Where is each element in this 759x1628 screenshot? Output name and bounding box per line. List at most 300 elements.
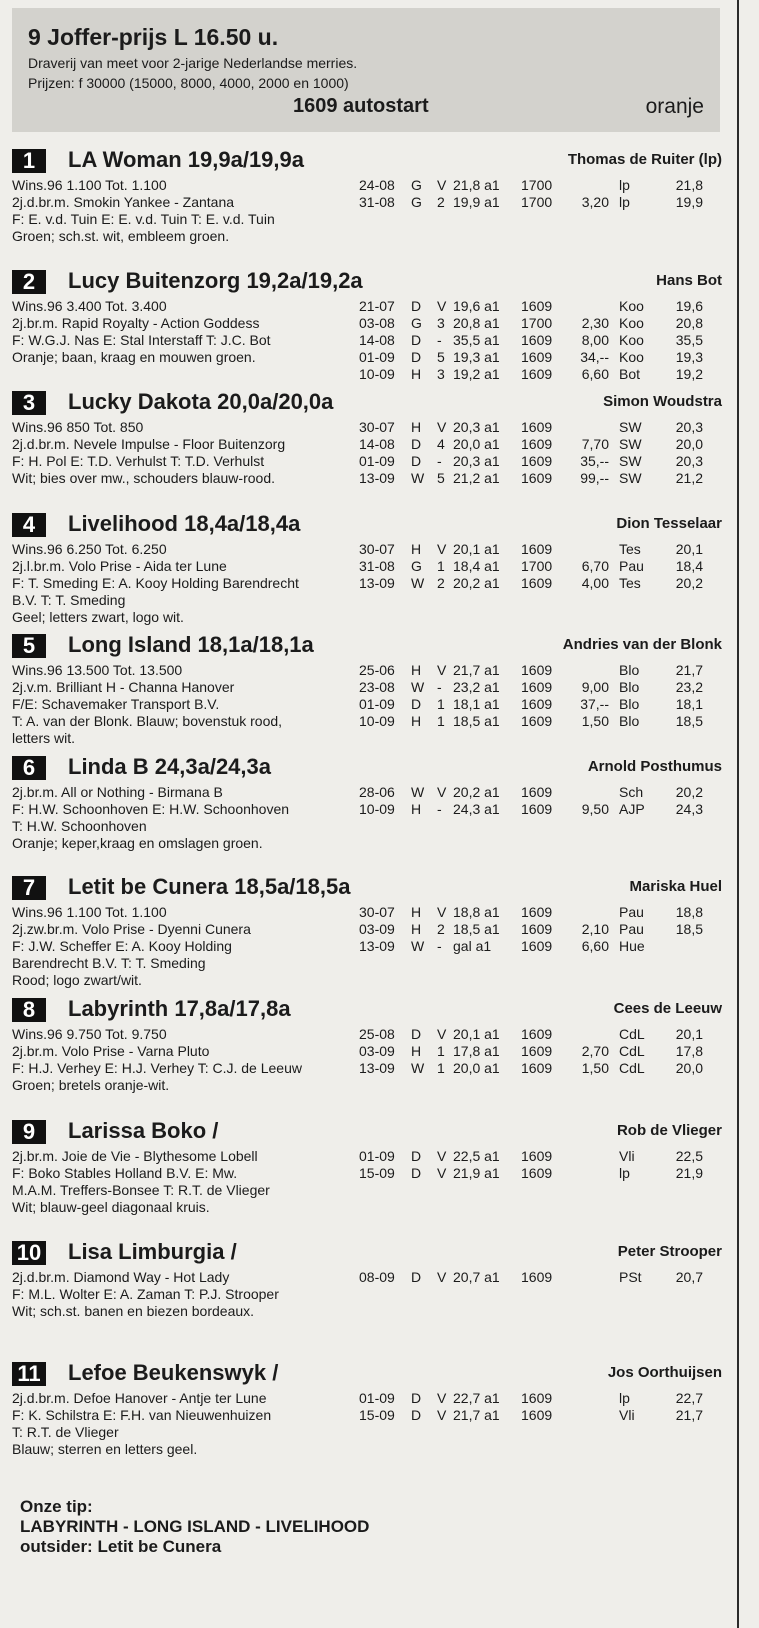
form-row <box>359 1148 719 1165</box>
form-row <box>359 419 719 436</box>
form-place: 2 <box>437 575 445 591</box>
race-prizes: Prijzen: f 30000 (15000, 8000, 4000, 2000 en 1000) <box>28 75 349 91</box>
form-drv: Koo <box>619 349 644 365</box>
form-time: 22,5 a1 <box>453 1148 500 1164</box>
form-place: 1 <box>437 696 445 712</box>
form-row <box>359 679 719 696</box>
detail-line: Groen; sch.st. wit, embleem groen. <box>12 228 230 244</box>
form-date: 30-07 <box>359 419 395 435</box>
entry-number: 1 <box>12 149 46 173</box>
detail-line: F: T. Smeding E: A. Kooy Holding Barendrecht <box>12 575 299 591</box>
form-drv: lp <box>619 194 630 210</box>
form-rec: 20,3 <box>675 453 703 469</box>
form-date: 13-09 <box>359 938 395 954</box>
detail-line: M.A.M. Treffers-Bonsee T: R.T. de Vlieger <box>12 1182 270 1198</box>
form-track: H <box>411 541 422 557</box>
form-rec: 22,5 <box>675 1148 703 1164</box>
form-row <box>359 470 719 487</box>
form-date: 21-07 <box>359 298 395 314</box>
form-time: 20,2 a1 <box>453 575 500 591</box>
entry-number: 7 <box>12 876 46 900</box>
form-date: 14-08 <box>359 332 395 348</box>
detail-line: Geel; letters zwart, logo wit. <box>12 609 184 625</box>
horse-name: Livelihood 18,4a/18,4a <box>68 511 301 536</box>
detail-line: Wit; sch.st. banen en biezen bordeaux. <box>12 1303 255 1319</box>
driver-name: Thomas de Ruiter (lp) <box>567 151 722 168</box>
form-row <box>359 1165 719 1182</box>
race-color: oranje <box>645 95 704 118</box>
form-row <box>359 177 719 194</box>
form-time: 19,9 a1 <box>453 194 500 210</box>
horse-name: Lefoe Beukenswyk / <box>68 1360 279 1385</box>
form-time: 21,7 a1 <box>453 1407 500 1423</box>
form-time: 20,1 a1 <box>453 541 500 557</box>
form-place: V <box>437 1165 447 1181</box>
form-row <box>359 1269 719 1286</box>
form-drv: Blo <box>619 662 640 678</box>
form-place: V <box>437 904 447 920</box>
form-place: V <box>437 1026 447 1042</box>
driver-name: Dion Tesselaar <box>616 515 722 532</box>
form-date: 08-09 <box>359 1269 395 1285</box>
form-track: D <box>411 1148 422 1164</box>
detail-line: 2j.zw.br.m. Volo Prise - Dyenni Cunera <box>12 921 251 937</box>
form-table <box>359 1269 719 1286</box>
form-place: V <box>437 541 447 557</box>
horse-details <box>12 784 357 852</box>
form-date: 14-08 <box>359 436 395 452</box>
form-date: 10-09 <box>359 713 395 729</box>
horse-name: Lisa Limburgia / <box>68 1239 237 1264</box>
form-place: 1 <box>437 713 445 729</box>
form-date: 25-06 <box>359 662 395 678</box>
form-dist: 1609 <box>521 453 553 469</box>
form-dist: 1609 <box>521 1060 553 1076</box>
form-rec: 19,2 <box>675 366 703 382</box>
form-drv: Pau <box>619 904 644 920</box>
form-track: D <box>411 436 422 452</box>
column-divider <box>737 0 739 1628</box>
detail-line: 2j.br.m. Volo Prise - Varna Pluto <box>12 1043 210 1059</box>
driver-name: Andries van der Blonk <box>562 636 722 653</box>
form-odds: 7,70 <box>581 436 609 452</box>
form-date: 01-09 <box>359 453 395 469</box>
form-dist: 1609 <box>521 713 553 729</box>
form-date: 13-09 <box>359 470 395 486</box>
detail-line: 2j.br.m. All or Nothing - Birmana B <box>12 784 223 800</box>
horse-name: Labyrinth 17,8a/17,8a <box>68 996 291 1021</box>
form-dist: 1609 <box>521 921 553 937</box>
horse-details <box>12 1148 357 1216</box>
form-odds: 2,70 <box>581 1043 609 1059</box>
form-row <box>359 436 719 453</box>
form-track: W <box>411 784 425 800</box>
form-place: V <box>437 662 447 678</box>
detail-line: F: J.W. Scheffer E: A. Kooy Holding <box>12 938 232 954</box>
entry-number: 9 <box>12 1120 46 1144</box>
horse-details <box>12 177 357 245</box>
form-place: V <box>437 419 447 435</box>
form-time: 18,5 a1 <box>453 921 500 937</box>
detail-line: Wins.96 6.250 Tot. 6.250 <box>12 541 167 557</box>
form-track: H <box>411 662 422 678</box>
form-drv: Koo <box>619 315 644 331</box>
form-drv: Blo <box>619 696 640 712</box>
form-odds: 3,20 <box>581 194 609 210</box>
form-place: 1 <box>437 558 445 574</box>
form-odds: 8,00 <box>581 332 609 348</box>
form-drv: SW <box>619 436 642 452</box>
driver-name: Rob de Vlieger <box>616 1122 722 1139</box>
form-drv: SW <box>619 470 642 486</box>
form-dist: 1609 <box>521 938 553 954</box>
detail-line: F: E. v.d. Tuin E: E. v.d. Tuin T: E. v.d. Tuin <box>12 211 275 227</box>
form-row <box>359 366 719 383</box>
form-dist: 1609 <box>521 1043 553 1059</box>
entry-number: 2 <box>12 270 46 294</box>
form-rec: 20,2 <box>675 575 703 591</box>
form-drv: Pau <box>619 558 644 574</box>
form-date: 03-09 <box>359 921 395 937</box>
horse-name: Larissa Boko / <box>68 1118 219 1143</box>
form-date: 15-09 <box>359 1165 395 1181</box>
form-row <box>359 453 719 470</box>
form-drv: Koo <box>619 332 644 348</box>
detail-line: T: H.W. Schoonhoven <box>12 818 147 834</box>
form-dist: 1609 <box>521 1165 553 1181</box>
detail-line: Wins.96 3.400 Tot. 3.400 <box>12 298 167 314</box>
form-dist: 1700 <box>521 315 553 331</box>
driver-name: Arnold Posthumus <box>587 758 722 775</box>
form-track: D <box>411 696 422 712</box>
form-rec: 19,9 <box>675 194 703 210</box>
form-place: 4 <box>437 436 445 452</box>
form-time: 22,7 a1 <box>453 1390 500 1406</box>
form-row <box>359 1060 719 1077</box>
form-rec: 20,7 <box>675 1269 703 1285</box>
detail-line: Wit; bies over mw., schouders blauw-rood. <box>12 470 275 486</box>
form-track: G <box>411 558 422 574</box>
form-place: - <box>437 938 442 954</box>
form-time: 21,2 a1 <box>453 470 500 486</box>
form-place: 5 <box>437 349 445 365</box>
form-dist: 1609 <box>521 801 553 817</box>
detail-line: 2j.d.br.m. Nevele Impulse - Floor Buitenzorg <box>12 436 286 452</box>
tip-picks: LABYRINTH - LONG ISLAND - LIVELIHOOD <box>20 1517 370 1536</box>
form-drv: Tes <box>619 575 641 591</box>
form-table <box>359 904 719 955</box>
form-place: V <box>437 784 447 800</box>
form-dist: 1609 <box>521 696 553 712</box>
form-date: 13-09 <box>359 1060 395 1076</box>
form-table <box>359 784 719 818</box>
form-drv: CdL <box>619 1026 645 1042</box>
form-table <box>359 1148 719 1182</box>
form-place: 3 <box>437 366 445 382</box>
detail-line: 2j.d.br.m. Smokin Yankee - Zantana <box>12 194 235 210</box>
form-time: 17,8 a1 <box>453 1043 500 1059</box>
form-dist: 1609 <box>521 349 553 365</box>
form-dist: 1609 <box>521 541 553 557</box>
form-row <box>359 332 719 349</box>
form-place: V <box>437 177 447 193</box>
form-odds: 37,-- <box>580 696 609 712</box>
detail-line: F: H.J. Verhey E: H.J. Verhey T: C.J. de Leeuw <box>12 1060 302 1076</box>
form-drv: Vli <box>619 1407 635 1423</box>
driver-name: Cees de Leeuw <box>613 1000 722 1017</box>
form-rec: 17,8 <box>675 1043 703 1059</box>
tip-outsider: outsider: Letit be Cunera <box>20 1537 222 1556</box>
form-date: 15-09 <box>359 1407 395 1423</box>
form-odds: 99,-- <box>580 470 609 486</box>
detail-line: Oranje; keper,kraag en omslagen groen. <box>12 835 263 851</box>
form-date: 24-08 <box>359 177 395 193</box>
form-row <box>359 1043 719 1060</box>
form-dist: 1609 <box>521 436 553 452</box>
form-track: D <box>411 453 422 469</box>
form-rec: 20,3 <box>675 419 703 435</box>
form-drv: CdL <box>619 1043 645 1059</box>
form-place: V <box>437 1269 447 1285</box>
form-time: 19,6 a1 <box>453 298 500 314</box>
form-drv: Vli <box>619 1148 635 1164</box>
form-drv: lp <box>619 1165 630 1181</box>
form-place: 5 <box>437 470 445 486</box>
detail-line: Wins.96 9.750 Tot. 9.750 <box>12 1026 167 1042</box>
form-rec: 20,0 <box>675 1060 703 1076</box>
driver-name: Simon Woudstra <box>603 393 722 410</box>
form-rec: 22,7 <box>675 1390 703 1406</box>
form-dist: 1609 <box>521 904 553 920</box>
detail-line: F: H. Pol E: T.D. Verhulst T: T.D. Verhulst <box>12 453 265 469</box>
form-date: 28-06 <box>359 784 395 800</box>
form-table <box>359 1026 719 1077</box>
horse-name: Long Island 18,1a/18,1a <box>68 632 314 657</box>
detail-line: Wins.96 1.100 Tot. 1.100 <box>12 177 167 193</box>
form-track: H <box>411 801 422 817</box>
form-table <box>359 298 719 383</box>
form-dist: 1609 <box>521 1407 553 1423</box>
form-place: - <box>437 332 442 348</box>
form-table <box>359 1390 719 1424</box>
form-track: W <box>411 938 425 954</box>
detail-line: T: R.T. de Vlieger <box>12 1424 119 1440</box>
form-date: 31-08 <box>359 558 395 574</box>
horse-name: Letit be Cunera 18,5a/18,5a <box>68 874 351 899</box>
form-time: 20,0 a1 <box>453 1060 500 1076</box>
detail-line: 2j.br.m. Rapid Royalty - Action Goddess <box>12 315 260 331</box>
form-track: W <box>411 470 425 486</box>
form-odds: 4,00 <box>581 575 609 591</box>
form-odds: 9,00 <box>581 679 609 695</box>
detail-line: Rood; logo zwart/wit. <box>12 972 142 988</box>
form-table <box>359 177 719 211</box>
detail-line: 2j.l.br.m. Volo Prise - Aida ter Lune <box>12 558 227 574</box>
form-track: D <box>411 349 422 365</box>
form-table <box>359 662 719 730</box>
form-row <box>359 921 719 938</box>
form-time: 20,1 a1 <box>453 1026 500 1042</box>
form-date: 10-09 <box>359 801 395 817</box>
form-row <box>359 904 719 921</box>
horse-name: LA Woman 19,9a/19,9a <box>68 147 304 172</box>
form-rec: 20,2 <box>675 784 703 800</box>
form-row <box>359 298 719 315</box>
detail-line: 2j.v.m. Brilliant H - Channa Hanover <box>12 679 235 695</box>
form-row <box>359 1026 719 1043</box>
form-date: 31-08 <box>359 194 395 210</box>
form-odds: 1,50 <box>581 713 609 729</box>
form-track: D <box>411 298 422 314</box>
tip-heading: Onze tip: <box>20 1497 93 1516</box>
horse-details <box>12 541 357 626</box>
form-time: 18,8 a1 <box>453 904 500 920</box>
form-rec: 20,1 <box>675 541 703 557</box>
form-odds: 34,-- <box>580 349 609 365</box>
form-place: 3 <box>437 315 445 331</box>
form-place: 1 <box>437 1060 445 1076</box>
form-track: W <box>411 1060 425 1076</box>
horse-details <box>12 298 357 366</box>
detail-line: Blauw; sterren en letters geel. <box>12 1441 198 1457</box>
detail-line: F/E: Schavemaker Transport B.V. <box>12 696 220 712</box>
detail-line: 2j.d.br.m. Defoe Hanover - Antje ter Lune <box>12 1390 267 1406</box>
form-rec: 18,4 <box>675 558 703 574</box>
form-odds: 1,50 <box>581 1060 609 1076</box>
form-rec: 20,8 <box>675 315 703 331</box>
form-drv: Bot <box>619 366 641 382</box>
form-odds: 6,60 <box>581 938 609 954</box>
form-drv: Koo <box>619 298 644 314</box>
form-date: 03-08 <box>359 315 395 331</box>
form-date: 23-08 <box>359 679 395 695</box>
form-place: V <box>437 1407 447 1423</box>
form-time: 23,2 a1 <box>453 679 500 695</box>
form-place: V <box>437 298 447 314</box>
horse-details <box>12 419 357 487</box>
form-time: 18,1 a1 <box>453 696 500 712</box>
form-time: 19,3 a1 <box>453 349 500 365</box>
horse-name: Lucky Dakota 20,0a/20,0a <box>68 389 334 414</box>
form-track: D <box>411 1165 422 1181</box>
form-drv: Pau <box>619 921 644 937</box>
form-drv: PSt <box>619 1269 642 1285</box>
driver-name: Peter Strooper <box>617 1243 722 1260</box>
form-time: 20,2 a1 <box>453 784 500 800</box>
form-time: 21,8 a1 <box>453 177 500 193</box>
horse-name: Linda B 24,3a/24,3a <box>68 754 271 779</box>
form-place: V <box>437 1148 447 1164</box>
form-track: W <box>411 575 425 591</box>
form-place: 2 <box>437 194 445 210</box>
form-dist: 1700 <box>521 177 553 193</box>
detail-line: F: Boko Stables Holland B.V. E: Mw. <box>12 1165 238 1181</box>
entry-number: 3 <box>12 391 46 415</box>
form-place: - <box>437 679 442 695</box>
form-date: 30-07 <box>359 904 395 920</box>
form-rec: 35,5 <box>675 332 703 348</box>
form-rec: 18,5 <box>675 921 703 937</box>
driver-name: Jos Oorthuijsen <box>607 1364 722 1381</box>
form-rec: 20,0 <box>675 436 703 452</box>
form-odds: 2,10 <box>581 921 609 937</box>
detail-line: 2j.br.m. Joie de Vie - Blythesome Lobell <box>12 1148 258 1164</box>
form-dist: 1609 <box>521 366 553 382</box>
form-time: 18,5 a1 <box>453 713 500 729</box>
race-start: 1609 autostart <box>293 95 429 117</box>
form-date: 01-09 <box>359 1390 395 1406</box>
form-odds: 6,60 <box>581 366 609 382</box>
form-track: G <box>411 315 422 331</box>
form-drv: lp <box>619 177 630 193</box>
form-track: D <box>411 1269 422 1285</box>
form-rec: 19,3 <box>675 349 703 365</box>
form-drv: CdL <box>619 1060 645 1076</box>
driver-name: Mariska Huel <box>629 878 722 895</box>
form-drv: lp <box>619 1390 630 1406</box>
form-time: 19,2 a1 <box>453 366 500 382</box>
form-dist: 1609 <box>521 575 553 591</box>
form-row <box>359 784 719 801</box>
form-track: D <box>411 332 422 348</box>
form-row <box>359 713 719 730</box>
horse-details <box>12 904 357 989</box>
form-track: H <box>411 713 422 729</box>
form-dist: 1609 <box>521 332 553 348</box>
form-dist: 1609 <box>521 298 553 314</box>
form-dist: 1609 <box>521 1269 553 1285</box>
detail-line: T: A. van der Blonk. Blauw; bovenstuk rood, <box>12 713 283 729</box>
form-row <box>359 801 719 818</box>
form-odds: 6,70 <box>581 558 609 574</box>
form-rec: 20,1 <box>675 1026 703 1042</box>
form-rec: 18,5 <box>675 713 703 729</box>
form-date: 01-09 <box>359 696 395 712</box>
horse-details <box>12 1026 357 1094</box>
detail-line: 2j.d.br.m. Diamond Way - Hot Lady <box>12 1269 230 1285</box>
form-track: H <box>411 366 422 382</box>
form-dist: 1609 <box>521 419 553 435</box>
form-drv: Hue <box>619 938 645 954</box>
horse-details <box>12 1390 357 1458</box>
form-drv: SW <box>619 453 642 469</box>
detail-line: F: W.G.J. Nas E: Stal Interstaff T: J.C. Bot <box>12 332 271 348</box>
form-track: D <box>411 1390 422 1406</box>
form-dist: 1609 <box>521 1026 553 1042</box>
form-row <box>359 696 719 713</box>
entry-number: 11 <box>12 1362 46 1386</box>
form-place: 2 <box>437 921 445 937</box>
horse-name: Lucy Buitenzorg 19,2a/19,2a <box>68 268 363 293</box>
entry-number: 5 <box>12 634 46 658</box>
form-drv: Blo <box>619 713 640 729</box>
form-date: 03-09 <box>359 1043 395 1059</box>
form-time: 24,3 a1 <box>453 801 500 817</box>
form-date: 25-08 <box>359 1026 395 1042</box>
form-place: 1 <box>437 1043 445 1059</box>
form-time: 20,3 a1 <box>453 419 500 435</box>
form-dist: 1609 <box>521 1390 553 1406</box>
form-dist: 1609 <box>521 470 553 486</box>
race-subtitle: Draverij van meet voor 2-jarige Nederlandse merries. <box>28 55 358 71</box>
detail-line: Groen; bretels oranje-wit. <box>12 1077 170 1093</box>
form-row <box>359 194 719 211</box>
form-time: 20,7 a1 <box>453 1269 500 1285</box>
detail-line: B.V. T: T. Smeding <box>12 592 126 608</box>
race-header <box>12 8 720 132</box>
entry-number: 4 <box>12 513 46 537</box>
form-table <box>359 541 719 592</box>
